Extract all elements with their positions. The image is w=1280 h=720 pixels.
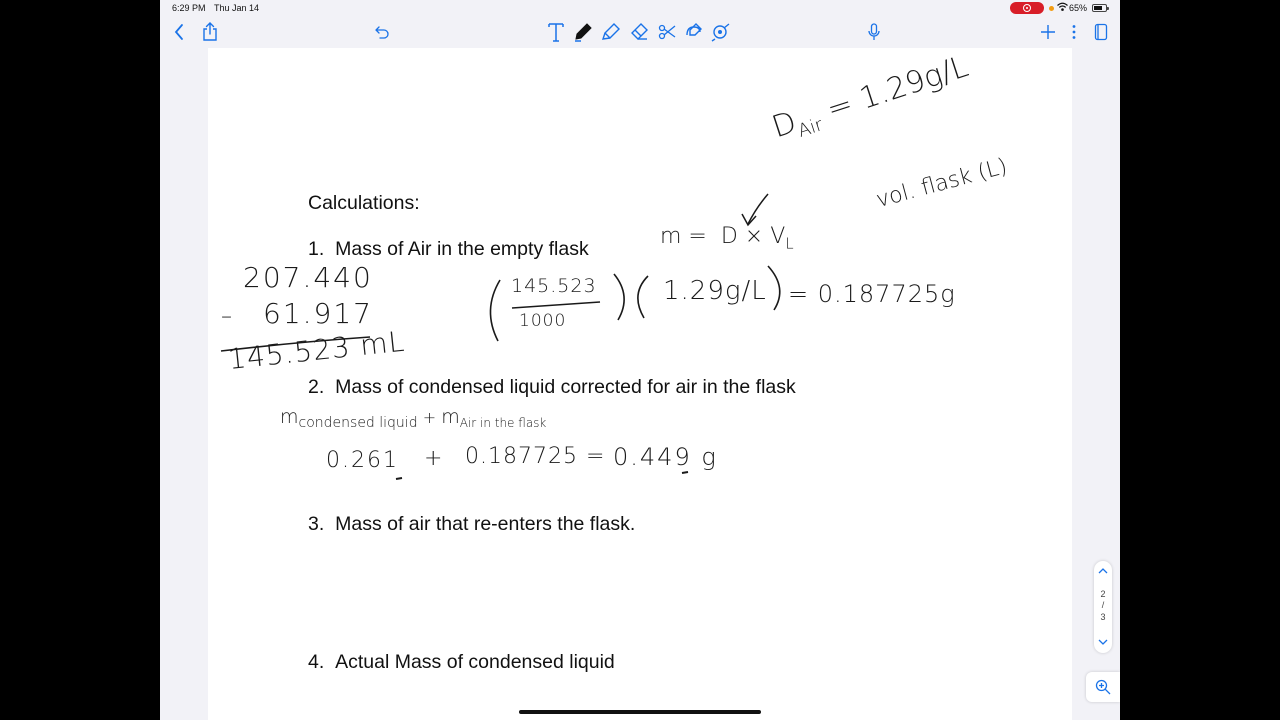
next-page-button[interactable] (1096, 635, 1110, 649)
more-button[interactable] (1062, 20, 1086, 44)
minus-sign: – (221, 304, 232, 329)
item-text: Mass of air that re-enters the flask. (335, 513, 636, 535)
notebook-page[interactable] (208, 48, 1072, 720)
sum-plus-sign: + (424, 446, 443, 471)
item-number: 3. (308, 513, 325, 535)
image-icon (711, 22, 731, 42)
item-text: Mass of Air in the empty flask (335, 238, 589, 260)
screen-recording-indicator[interactable] (1010, 2, 1044, 14)
fraction-denominator: 1000 (519, 311, 567, 331)
item-text: Mass of condensed liquid corrected for air in the flask (335, 376, 796, 398)
share-icon (201, 22, 219, 42)
highlighter-button[interactable] (599, 20, 623, 44)
pen-tool-button[interactable] (571, 20, 595, 44)
more-icon (1071, 24, 1077, 40)
flask-empty-volume: 61.917 (263, 297, 373, 330)
add-button[interactable] (1036, 20, 1060, 44)
item-text: Actual Mass of condensed liquid (335, 651, 615, 673)
microphone-button[interactable] (862, 20, 886, 44)
sum-plus: + (422, 408, 437, 427)
battery-icon (1092, 4, 1107, 12)
back-button[interactable] (167, 20, 191, 44)
pen-tool-icon (573, 22, 593, 42)
add-icon (1040, 24, 1056, 40)
status-bar (160, 0, 1120, 16)
share-button[interactable] (198, 20, 222, 44)
air-density-factor: 1.29g/L (663, 276, 767, 306)
eraser-button[interactable] (627, 20, 651, 44)
page-navigator (1094, 561, 1112, 653)
density-subscript: Air (795, 114, 826, 142)
lasso-button[interactable] (655, 20, 679, 44)
microphone-icon (867, 23, 881, 41)
item-number: 2. (308, 376, 325, 398)
toolbar (160, 16, 1120, 48)
record-icon (1023, 4, 1031, 12)
text-tool-icon (547, 22, 565, 42)
current-page-number: 2 (1100, 589, 1106, 599)
battery-percentage: 65% (1069, 3, 1088, 13)
wifi-icon (1057, 2, 1068, 12)
density-value: = 1.29g/L (822, 48, 973, 128)
mic-in-use-dot (1049, 6, 1054, 11)
pages-button[interactable] (1089, 20, 1113, 44)
formula-v-subscript: L (785, 234, 794, 253)
sum-subscript-2: Air in the flask (459, 416, 547, 431)
lasso-icon (657, 22, 677, 42)
corrected-mass-result: 0.449 g (613, 443, 718, 471)
notes-app-screen (160, 0, 1120, 720)
total-pages: 3 (1100, 612, 1106, 622)
volume-flask-note: vol. flask (L) (873, 154, 1010, 213)
shapes-button[interactable] (682, 20, 706, 44)
air-mass-term: 0.187725 = (465, 444, 606, 469)
undo-icon (374, 24, 390, 40)
flask-full-volume: 207.440 (243, 261, 373, 294)
sum-m2: m (441, 406, 460, 428)
zoom-in-icon (1095, 679, 1111, 695)
formula-d: D × (720, 224, 764, 249)
undo-button[interactable] (370, 20, 394, 44)
home-indicator[interactable] (519, 710, 761, 714)
page-separator: / (1101, 600, 1105, 610)
pages-icon (1094, 23, 1108, 41)
sum-m1: m (280, 406, 299, 428)
density-symbol: D (767, 104, 801, 146)
item-number: 4. (308, 651, 325, 673)
previous-page-button[interactable] (1096, 564, 1110, 578)
image-tool-button[interactable] (709, 20, 733, 44)
highlighter-icon (601, 22, 621, 42)
text-tool-button[interactable] (544, 20, 568, 44)
status-time: 6:29 PM (172, 3, 206, 13)
shapes-icon (684, 22, 704, 42)
formula-v: V (770, 224, 786, 249)
item-number: 1. (308, 238, 325, 260)
handwriting-strokes (208, 48, 1072, 720)
sum-subscript-1: condensed liquid (298, 415, 418, 432)
back-icon (173, 23, 185, 41)
fraction-numerator: 145.523 (511, 275, 597, 297)
flask-volume-result: 145.523 mL (226, 324, 407, 376)
air-mass-result: = 0.187725g (788, 280, 956, 308)
eraser-icon (629, 22, 649, 42)
calculations-heading: Calculations: (308, 192, 420, 214)
condensed-liquid-mass: 0.261 (326, 448, 399, 473)
status-date: Thu Jan 14 (214, 3, 260, 13)
formula-m: m = (660, 224, 707, 249)
zoom-button[interactable] (1086, 672, 1120, 702)
